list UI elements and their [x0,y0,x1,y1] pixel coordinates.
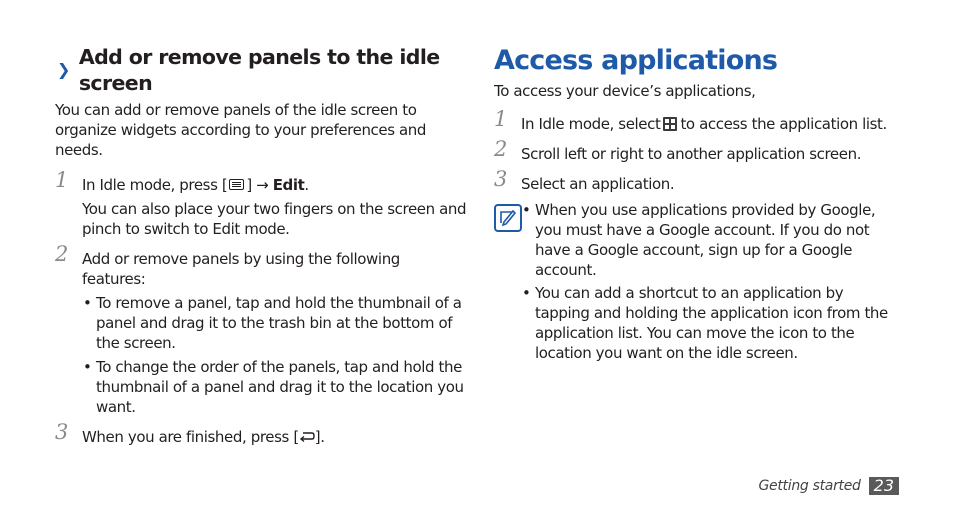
step-text-post: ]. [314,428,325,446]
step-text: Select an application. [521,175,675,193]
menu-key-icon [229,179,244,190]
note-icon [494,204,522,232]
footer-section-name: Getting started [758,478,861,494]
step-text-post: . [304,176,309,194]
step-number: 1 [494,107,507,131]
app-grid-icon [663,117,677,131]
step-text [82,175,467,195]
step-text-post: to access the application list. [680,115,887,133]
step-3 [55,420,467,447]
left-column [55,44,467,447]
section-intro: You can add or remove panels of the idle screen to organize widgets according to your preferences and needs. [55,101,427,159]
step-text: Add or remove panels by using the following features: [82,250,400,288]
step-text-mid: ] → [246,176,273,194]
step-number: 2 [55,242,68,266]
section-intro: To access your device’s applications, [494,82,756,100]
step-text: Scroll left or right to another application screen. [521,145,862,163]
step-number: 3 [494,167,507,191]
page-title: Access applications [494,45,778,76]
page-footer [758,477,899,495]
step-2 [494,137,894,164]
step-extra: You can also place your two fingers on the screen and pinch to switch to Edit mode. [82,200,467,238]
right-column [494,44,894,363]
chevron-right-icon: ❯ [57,60,70,79]
list-item: • When you use applications provided by Google, you must have a Google account. If you do not have a Google account, sign up for a Google account. [521,200,894,280]
back-key-icon [299,431,315,443]
list-item: • To remove a panel, tap and hold the thumbnail of a panel and drag it to the trash bin at the bottom of the screen. [82,293,467,353]
step-text [521,114,894,134]
list-item: • You can add a shortcut to an application by tapping and holding the application icon from the application list. You can move the icon to the location you want on the idle screen. [521,283,894,363]
step-text [82,427,467,447]
step-1 [494,107,894,134]
list-item: • To change the order of the panels, tap and hold the thumbnail of a panel and drag it to the location you want. [82,357,467,417]
note-list [521,200,894,363]
section-heading-text: Add or remove panels to the idle screen [78,45,440,95]
step-text-pre: When you are finished, press [ [82,428,299,446]
section-heading [55,44,467,96]
step-2 [55,242,467,417]
step-text-bold: Edit [272,176,305,194]
step-text-pre: In Idle mode, select [521,115,661,133]
step-text-pre: In Idle mode, press [ [82,176,228,194]
step-1 [55,168,467,239]
step-number: 1 [55,168,68,192]
step-number: 3 [55,420,68,444]
step-3 [494,167,894,194]
note-box [494,200,894,363]
page-number: 23 [869,477,899,495]
step-number: 2 [494,137,507,161]
